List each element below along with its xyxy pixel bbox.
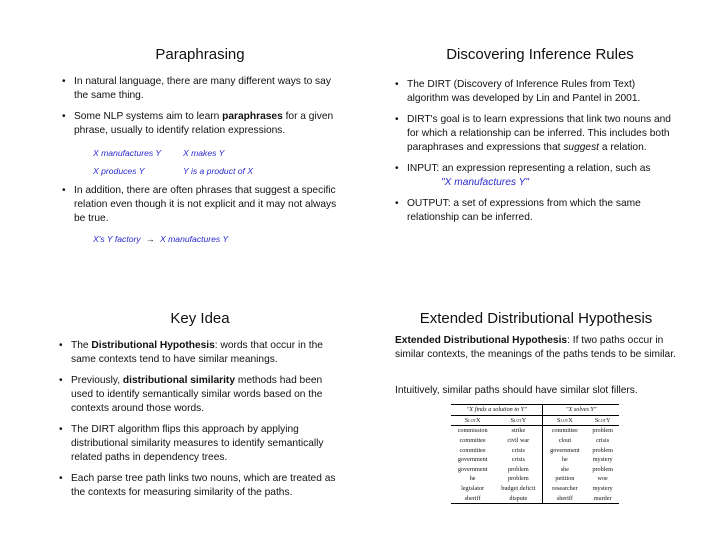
example-text: X's Y factory → X manufactures Y (93, 234, 229, 244)
table-row: sheriff dispute sheriff murder (451, 493, 619, 503)
bullet-item: • Each parse tree path links two nouns, which are treated as the contexts for measuring similarity of the paths. (59, 473, 336, 498)
bullet-item: • OUTPUT: a set of expressions from which the same relationship can be inferred. (395, 198, 641, 223)
bullet-item: • In natural language, there are many different ways to say the same thing. (62, 76, 331, 101)
example-text: X manufactures Y (93, 148, 162, 158)
bullet-list (60, 75, 340, 145)
table-column-header: SlotX (543, 415, 586, 426)
bullet-item: • Some NLP systems aim to learn paraphrases for a given phrase, usually to identify relation expressions. (62, 111, 334, 136)
bullet-item: • The Distributional Hypothesis: words that occur in the same contexts tend to have similar meanings. (59, 340, 323, 365)
table-query-header: "X finds a solution to Y" (451, 405, 543, 416)
bullet-item: • The DIRT algorithm flips this approach by applying distributional similarity measures to identify semantically related paths in dependency trees. (59, 424, 324, 463)
slide-title: Discovering Inference Rules (446, 46, 634, 63)
slot-filler-table (451, 404, 619, 504)
paragraph: Intuitively, similar paths should have similar slot fillers. (395, 385, 638, 396)
table-column-header: SlotY (586, 415, 619, 426)
table-query-header: "X solves Y" (543, 405, 619, 416)
table-row: committee civil war clout crisis (459, 437, 610, 445)
table-row: commission strike committee problem (457, 427, 613, 435)
example-text: X makes Y (183, 148, 225, 158)
table-column-header: SlotX (451, 415, 494, 426)
bullet-list (57, 339, 347, 507)
table-row: government problem she problem (457, 465, 613, 473)
table-row: legislator budget deficit researcher mystery (461, 485, 613, 493)
arrow-right-icon: → (146, 234, 155, 244)
paragraph: Extended Distributional Hypothesis: If two paths occur in similar contexts, the meanings of the paths tends to be similar. (395, 335, 676, 360)
bullet-list (393, 78, 677, 232)
example-text: X produces Y (93, 166, 145, 176)
bullet-item: • The DIRT (Discovery of Inference Rules from Text) algorithm was developed by Lin and Pantel in 2001. (395, 79, 641, 104)
slide-title: Paraphrasing (155, 46, 245, 63)
example-text: "X manufactures Y" (441, 177, 530, 188)
example-text: Y is a product of X (183, 166, 254, 176)
table-row: committee crisis government problem (459, 446, 613, 454)
bullet-item: • In addition, there are often phrases that suggest a specific relation even though it is not explicit and it may not always be true. (62, 185, 337, 224)
table-row: government crisis he mystery (457, 456, 613, 464)
slide-title: Key Idea (170, 310, 230, 327)
bullet-list (60, 184, 340, 233)
bullet-item: • Previously, distributional similarity methods had been used to identify semantically similar words based on the contexts around those words. (59, 375, 323, 414)
bullet-item: • DIRT's goal is to learn expressions that link two nouns and for which a relationship can be inferred. This includes both paraphrases and expressions that suggest a relation. (395, 114, 671, 153)
slide-title: Extended Distributional Hypothesis (419, 310, 653, 327)
table-row: he problem petition woe (469, 475, 608, 483)
bullet-item: • INPUT: an expression representing a relation, such as "X manufactures Y" (395, 163, 651, 188)
table-column-header: SlotY (494, 415, 543, 426)
